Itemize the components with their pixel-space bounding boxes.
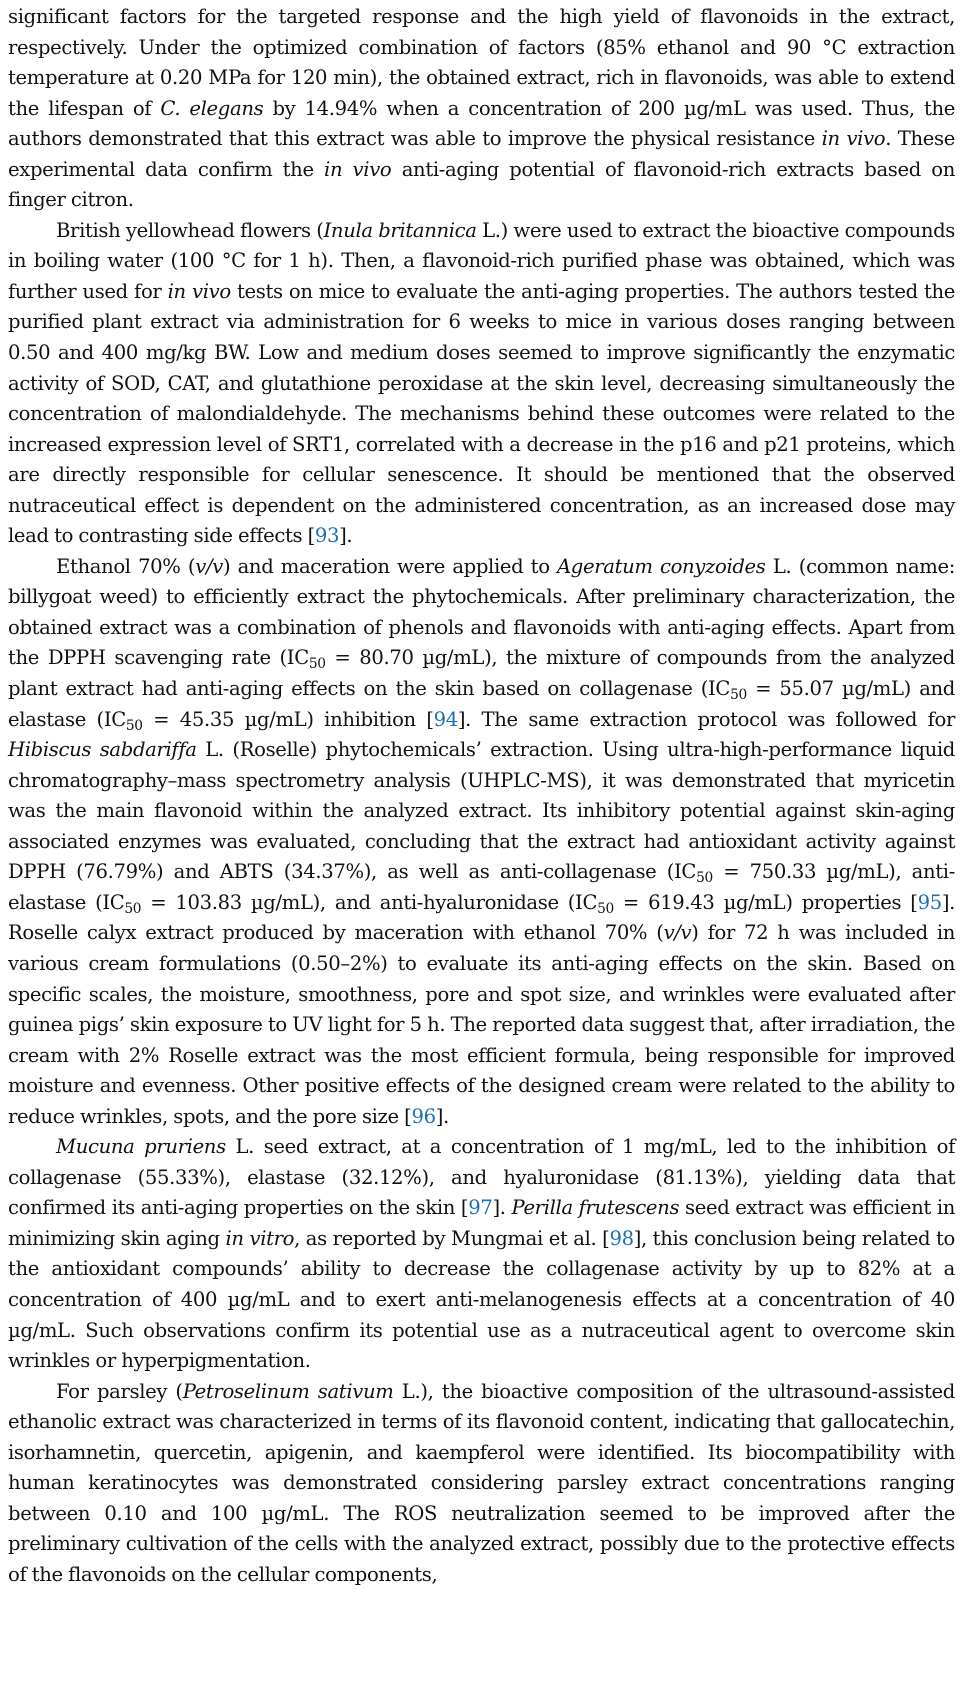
subscript: 50 — [696, 870, 713, 887]
text-run: L.) were used to extract the bioactive compounds in boiling water (100 °C for 1 h). Then, a flavonoid-rich purified phase was obtained, which was further used for — [8, 218, 956, 303]
text-run: = 80.70 µg/mL), the mixture of compounds from the analyzed plant extract had anti-aging effects on the skin based on collagenase (IC — [8, 646, 955, 701]
subscript: 50 — [125, 717, 143, 734]
italic-term: in vivo — [821, 127, 886, 151]
subscript: 50 — [597, 900, 614, 917]
text-run: ]. The same extraction protocol was followed for — [457, 707, 955, 731]
paragraph-british-yellowhead — [8, 216, 955, 552]
text-run: ) and maceration were applied to — [222, 554, 557, 578]
text-run: ]. — [492, 1196, 512, 1220]
citation-link[interactable]: 96 — [411, 1104, 436, 1128]
text-run: = 103.83 µg/mL), and anti-hyaluronidase (IC — [141, 890, 598, 914]
italic-term: in vivo — [167, 279, 231, 303]
text-run: L. (common name: billygoat weed) to efficiently extract the phytochemicals. After preliminary characterization, the obtained extract was a combination of phenols and flavonoids with anti-aging effects. Apart from the DPPH scavenging rate (IC — [8, 554, 955, 670]
text-run: , as reported by Mungmai et al. [ — [294, 1226, 610, 1250]
text-run: by 14.94% when a concentration of 200 µg/mL was used. Thus, the authors demonstrated that this extract was able to improve the physical resistance — [8, 96, 955, 151]
text-run: L. seed extract, at a concentration of 1 mg/mL, led to the inhibition of collagenase (55.33%), elastase (32.12%), and hyaluronidase (81.13%), yielding data that confirmed its anti-aging properties on the skin [ — [8, 1135, 955, 1220]
italic-term: in vivo — [324, 157, 392, 181]
subscript: 50 — [308, 656, 326, 673]
italic-term: Inula britannica — [323, 218, 477, 242]
italic-term: in vitro — [225, 1226, 295, 1250]
citation-link[interactable]: 95 — [917, 890, 942, 914]
text-run: British yellowhead flowers ( — [56, 218, 324, 242]
text-run: = 619.43 µg/mL) properties [ — [613, 890, 918, 914]
italic-term: Hibiscus sabdariffa — [8, 738, 197, 762]
text-run: Ethanol 70% ( — [56, 554, 196, 578]
text-run: anti-aging potential of flavonoid-rich extracts based on finger citron. — [8, 157, 955, 212]
italic-term: v/v — [663, 921, 692, 945]
text-run: ]. — [435, 1104, 449, 1128]
text-run: ]. — [339, 524, 353, 548]
text-run: ]. Roselle calyx extract produced by maceration with ethanol 70% ( — [8, 890, 955, 945]
text-run: L. (Roselle) phytochemicals’ extraction. Using ultra-high-performance liquid chromatography–mass spectrometry analysis (UHPLC-MS), it was demonstrated that myricetin was the main flavonoid within the analyzed extract. Its inhibitory potential against skin-aging associated enzymes was evaluated, concluding that the extract had antioxidant activity against DPPH (76.79%) and ABTS (34.37%), as well as anti-collagenase (IC — [8, 738, 955, 884]
text-run: seed extract was efficient in minimizing skin aging — [8, 1196, 956, 1250]
text-run: = 750.33 µg/mL), anti-elastase (IC — [8, 860, 955, 914]
italic-term: Perilla frutescens — [511, 1196, 680, 1220]
italic-term: v/v — [195, 554, 223, 578]
citation-link[interactable]: 97 — [468, 1196, 493, 1220]
subscript: 50 — [730, 686, 747, 703]
citation-link[interactable]: 98 — [609, 1226, 634, 1250]
text-run: significant factors for the targeted response and the high yield of flavonoids in the extract, respectively. Under the optimized combination of factors (85% ethanol and 90 °C extraction temperature at 0.20 MPa for 120 min), the obtained extract, rich in flavonoids, was able to extend the lifespan of — [8, 5, 955, 120]
paragraph-finger-citron — [8, 2, 955, 216]
italic-term: Mucuna pruriens — [56, 1135, 226, 1159]
text-run: ], this conclusion being related to the antioxidant compounds’ ability to decrease the collagenase activity by up to 82% at a concentration of 400 µg/mL and to exert anti-melanogenesis effects at a concentration of 40 µg/mL. Such observations confirm its potential use as a nutraceutical agent to overcome skin wrinkles or hyperpigmentation. — [8, 1226, 955, 1373]
text-run: ) for 72 h was included in various cream formulations (0.50–2%) to evaluate its anti-aging effects on the skin. Based on specific scales, the moisture, smoothness, pore and spot size, and wrinkles were evaluated after guinea pigs’ skin exposure to UV light for 5 h. The reported data suggest that, after irradiation, the cream with 2% Roselle extract was the most efficient formula, being responsible for improved moisture and evenness. Other positive effects of the designed cream were related to the ability to reduce wrinkles, spots, and the pore size [ — [8, 921, 956, 1128]
text-run: L.), the bioactive composition of the ultrasound-assisted ethanolic extract was characterized in terms of its flavonoid content, indicating that gallocatechin, isorhamnetin, quercetin, apigenin, and kaempferol were identified. Its biocompatibility with human keratinocytes was demonstrated considering parsley extract concentrations ranging between 0.10 and 100 µg/mL. The ROS neutralization seemed to be improved after the preliminary cultivation of the cells with the analyzed extract, possibly due to the protective effects of the flavonoids on the cellular components, — [8, 1379, 955, 1586]
paragraph-parsley — [8, 1377, 955, 1591]
text-run: . These experimental data confirm the — [8, 127, 955, 181]
paragraph-mucuna-perilla — [8, 1132, 955, 1376]
italic-term: C. elegans — [160, 96, 264, 120]
italic-term: Petroselinum sativum — [182, 1379, 394, 1403]
citation-link[interactable]: 93 — [314, 524, 340, 548]
subscript: 50 — [124, 900, 142, 917]
text-run: = 45.35 µg/mL) inhibition [ — [142, 707, 434, 731]
italic-term: Ageratum conyzoides — [557, 554, 766, 578]
paragraph-ageratum-roselle — [8, 552, 955, 1132]
citation-link[interactable]: 94 — [433, 707, 458, 731]
text-run: tests on mice to evaluate the anti-aging properties. The authors tested the purified plant extract via administration for 6 weeks to mice in various doses ranging between 0.50 and 400 mg/kg BW. Low and medium doses seemed to improve significantly the enzymatic activity of SOD, CAT, and glutathione peroxidase at the skin level, decreasing simultaneously the concentration of malondialdehyde. The mechanisms behind these outcomes were related to the increased expression level of SRT1, correlated with a decrease in the p16 and p21 proteins, which are directly responsible for cellular senescence. It should be mentioned that the observed nutraceutical effect is dependent on the administered concentration, as an increased dose may lead to contrasting side effects [ — [8, 279, 956, 548]
text-run: For parsley ( — [56, 1379, 183, 1403]
text-run: = 55.07 µg/mL) and elastase (IC — [8, 677, 955, 731]
